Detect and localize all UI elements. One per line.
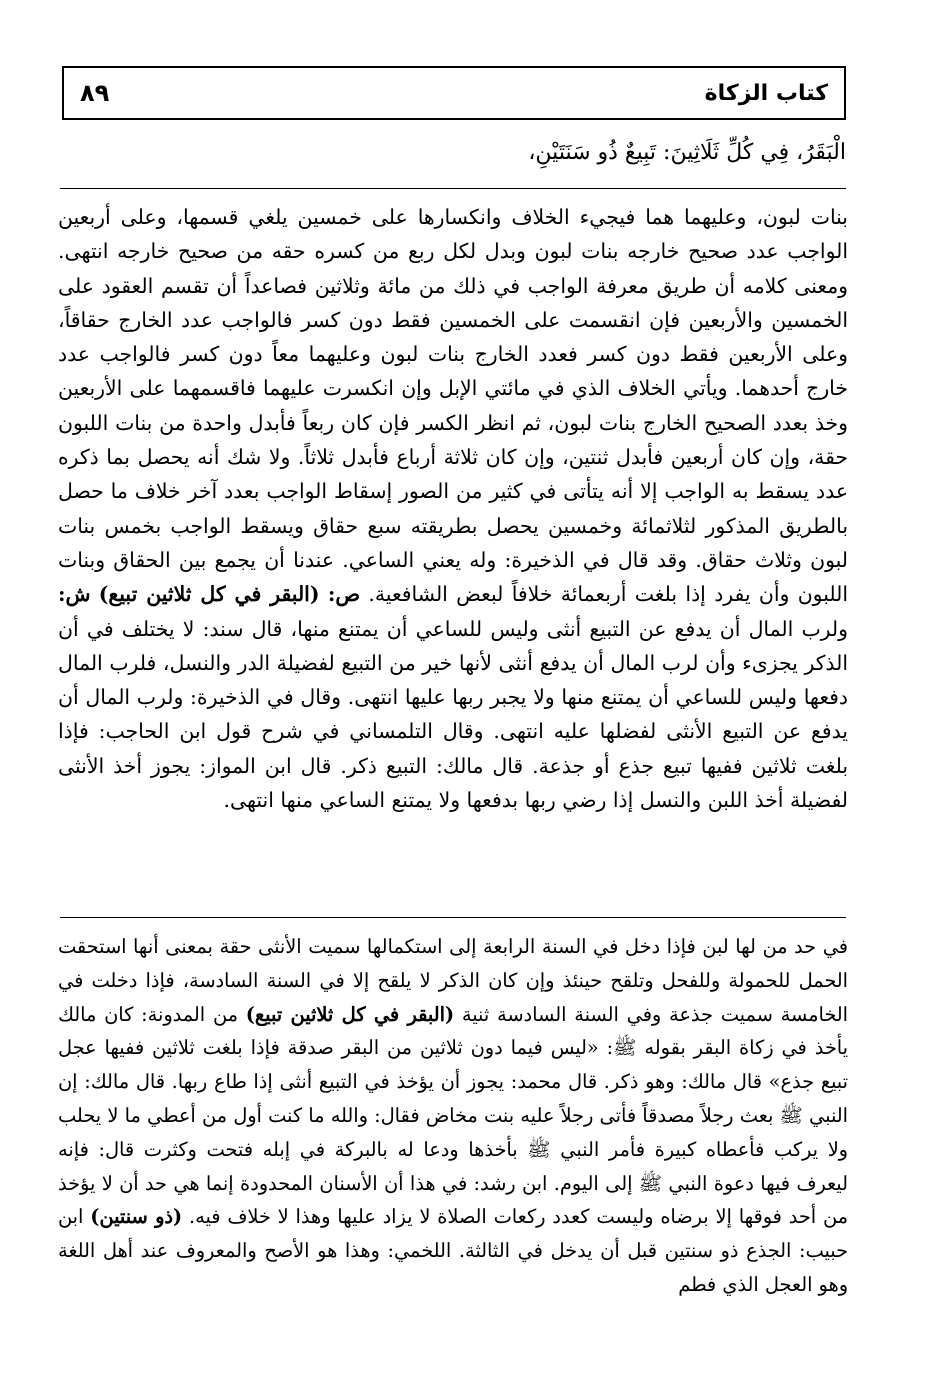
commentary-part-2: ولرب المال أن يدفع عن التبيع أنثى وليس للساعي أن يمتنع منها، قال سند: لا يختلف في أن الذكر يجزىء وأن لرب المال أن يدفع أنثى لأنها خير من التبيع لفضيلة الدر والنسل، فلرب المال دفعها وليس للساعي أن يمتنع منها ولا يجبر ربها عليها انتهى. وقال في الذخيرة: ولرب المال أن يدفع عن التبيع الأنثى لفضلها عليه انتهى. وقال التلمساني في شرح قول ابن الحاجب: فإذا بلغت ثلاثين ففيها تبيع جذع أو جذعة. قال مالك: التبيع ذكر. قال ابن المواز: يجوز أخذ الأنثى لفضيلة أخذ اللبن والنسل إذا رضي ربها بدفعها ولا يمتنع الساعي منها انتهى. [58, 616, 848, 813]
footnote-quote-1: (البقر في كل ثلاثين تبيع) [245, 1002, 455, 1026]
page-number: ٨٩ [80, 79, 110, 107]
main-text [60, 132, 846, 174]
divider-footnote [60, 917, 846, 918]
footnote [58, 930, 848, 1302]
footnote-part-3: ابن حبيب: الجذع ذو سنتين قبل أن يدخل في الثالثة. اللخمي: وهذا هو الأصح والمعروف عند أهل اللغة وهو العجل الذي فطم [58, 1205, 848, 1296]
main-text-line: الْبَقَرُ، فِي كُلِّ ثَلَاثِينَ: تَبِيعٌ ذُو سَنَتَيْنِ، [528, 140, 846, 165]
marker-shin: ش: [58, 582, 91, 607]
divider-main [60, 188, 846, 189]
commentary [58, 200, 848, 817]
quoted-text: (البقر في كل ثلاثين تبيع) [98, 582, 320, 607]
footnote-quote-2: (ذو سنتين) [90, 1205, 183, 1229]
footnote-part-2: من المدونة: كان مالك يأخذ في زكاة البقر بقوله ﷺ: «ليس فيما دون ثلاثين من البقر صدقة فإذا بلغت ثلاثين ففيها عجل تبيع جذع» قال مالك: وهو ذكر. قال محمد: يجوز أن يؤخذ في التبيع أنثى إذا طاع ربها. قال مالك: إن النبي ﷺ بعث رجلاً مصدقاً فأتى رجلاً عليه بنت مخاض فقال: والله ما كنت أول من أعطي ما لا يحلب ولا يركب فأعطاه كبيرة فأمر النبي ﷺ بأخذها ودعا له بالبركة في إبله فتحت وكثرت قال: فإنه ليعرف فيها دعوة النبي ﷺ إلى اليوم. ابن رشد: في هذا أن الأسنان المحدودة إنما هي حد أن لا يؤخذ من أحد فوقها إلا برضاه وليست كعدد ركعات الصلاة لا يزاد عليها وهذا لا خلاف فيه. [58, 1002, 848, 1229]
footnote-part-1: في حد من لها لبن فإذا دخل في السنة الرابعة إلى استكمالها سميت الأنثى حقة بمعنى أنها استحقت الحمل للحمولة وللفحل وتلقح حينئذ وإن كان الذكر لا يلقح إلا في السنة السادسة، فإذا دخلت في الخامسة سميت جذعة وفي السنة السادسة ثنية [58, 935, 848, 1026]
book-title: كتاب الزكاة [704, 80, 828, 106]
running-header [62, 66, 846, 120]
commentary-part-1: بنات لبون، وعليهما هما فيجيء الخلاف وانكسارها على خمسين يلغي قسمها، وعلى أربعين الواجب عدد صحيح خارجه بنات لبون وبدل لكل ربع من كسره حقه من صحيح خارجه انتهى. ومعنى كلامه أن طريق معرفة الواجب في ذلك من مائة وثلاثين فصاعداً أن تقسم العقود على الخمسين والأربعين فإن انقسمت على الخمسين فقط دون كسر فالواجب عدد الخارج حقاقاً، وعلى الأربعين فقط دون كسر فعدد الخارج بنات لبون وعليهما معاً دون كسر فالواجب عدد خارج أحدهما. ويأتي الخلاف الذي في مائتي الإبل وإن انكسرت عليهما فاقسمهما على الأربعين وخذ بعدد الصحيح الخارج بنات لبون، ثم انظر الكسر فإن كان ربعاً فأبدل واحدة من بنات اللبون حقة، وإن كان أربعين فأبدل ثنتين، وإن كان ثلاثة أرباع فأبدل ثلاثاً. ولا شك أنه يحصل بما ذكره عدد يسقط به الواجب إلا أنه يتأتى في كثير من الصور إسقاط الواجب بعدد آخر خلاف ما حصل بالطريق المذكور لثلاثمائة وخمسين يحصل بطريقته سبع حقاق ويسقط الواجب بخمس بنات لبون وثلاث حقاق. وقد قال في الذخيرة: وله يعني الساعي. عندنا أن يجمع بين الحقاق وبنات اللبون وأن يفرد إذا بلغت أربعمائة خلافاً لبعض الشافعية. [58, 205, 849, 607]
marker-sad: ص: [327, 582, 361, 607]
